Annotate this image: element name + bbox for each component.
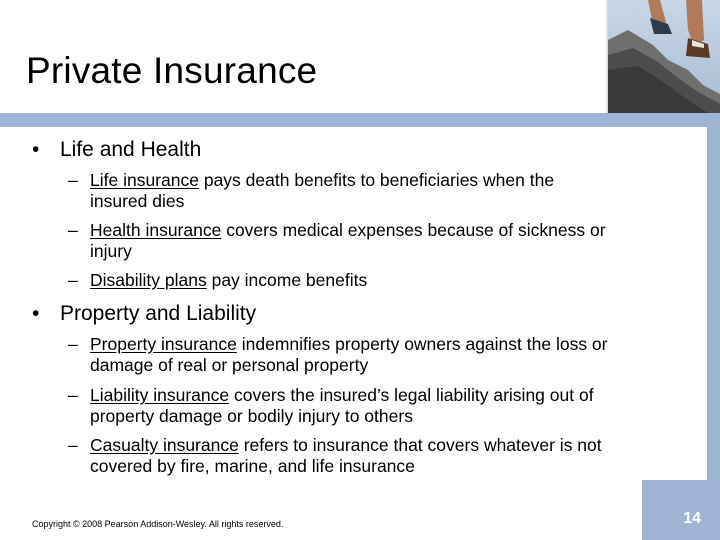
hiker-on-rock-photo (606, 0, 720, 113)
sub-bullet-life-insurance (68, 170, 608, 212)
sub-bullet-property-insurance (68, 334, 608, 376)
term-life-insurance: Life insurance (90, 170, 199, 190)
copyright-notice: Copyright © 2008 Pearson Addison-Wesley. All rights reserved. (32, 519, 284, 529)
title-divider-bar (0, 113, 720, 127)
term-disability-plans: Disability plans (90, 270, 207, 290)
term-liability-insurance: Liability insurance (90, 385, 230, 405)
bullet-glyph: • (32, 302, 40, 325)
sub-bullet-text: refers to insurance that covers whatever is not covered by fire, marine, and life insurance (90, 435, 602, 476)
term-property-insurance: Property insurance (90, 334, 237, 354)
sub-bullet-text: covers medical expenses because of sickness or injury (90, 220, 606, 261)
sub-bullet-health-insurance (68, 220, 608, 262)
sub-bullet-disability-plans (68, 270, 608, 291)
term-casualty-insurance: Casualty insurance (90, 435, 239, 455)
dash-glyph: – (68, 270, 78, 290)
dash-glyph: – (68, 220, 78, 240)
sub-bullet-text: covers the insured’s legal liability arising out of property damage or bodily injury to others (90, 385, 594, 426)
slide-title: Private Insurance (26, 50, 318, 91)
sub-bullet-text: pays death benefits to beneficiaries when the insured dies (90, 170, 555, 211)
dash-glyph: – (68, 170, 78, 190)
term-health-insurance: Health insurance (90, 220, 222, 240)
sub-bullet-casualty-insurance (68, 435, 608, 477)
bullet-text: Life and Health (60, 138, 202, 161)
sub-bullet-liability-insurance (68, 385, 608, 427)
bullet-text: Property and Liability (60, 302, 257, 325)
page-number: 14 (683, 510, 701, 527)
right-accent-bar (707, 113, 720, 540)
dash-glyph: – (68, 385, 78, 405)
sub-bullet-text: pay income benefits (206, 270, 368, 290)
sub-bullet-text: indemnifies property owners against the loss or damage of real or personal property (90, 334, 608, 375)
dash-glyph: – (68, 334, 78, 354)
dash-glyph: – (68, 435, 78, 455)
bullet-glyph: • (32, 138, 40, 161)
page-number-box (642, 480, 720, 540)
